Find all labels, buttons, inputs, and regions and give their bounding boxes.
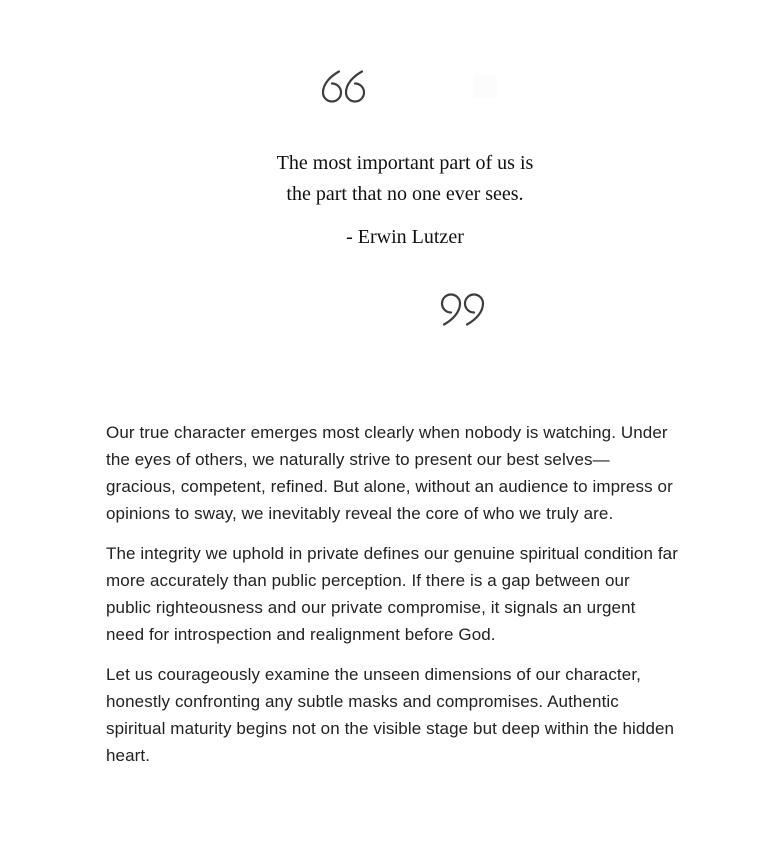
article-body: [106, 419, 678, 782]
quote-text-block: [0, 148, 768, 253]
close-double-quote-icon: [439, 293, 487, 327]
quote-line-2: the part that no one ever sees.: [286, 183, 524, 205]
quote-line-1: The most important part of us is: [276, 152, 534, 174]
article-paragraph-1: Our true character emerges most clearly when nobody is watching. Under the eyes of others, we naturally strive to present our best selves—gracious, competent, refined. But alone, without an audience to impress or opinions to sway, we inevitably reveal the core of who we truly are.: [106, 423, 673, 523]
quote-attribution: - Erwin Lutzer: [346, 226, 464, 248]
ghost-image-placeholder: [473, 75, 497, 98]
article-paragraph-3: Let us courageously examine the unseen dimensions of our character, honestly confronting any subtle masks and compromises. Authentic spiritual maturity begins not on the visible stage but deep within the hidden heart.: [106, 665, 675, 765]
open-double-quote-icon: [320, 69, 366, 103]
article-paragraph-2: The integrity we uphold in private defines our genuine spiritual condition far more accurately than public perception. If there is a gap between our public righteousness and our private compromise, it signals an urgent need for introspection and realignment before God.: [106, 544, 678, 644]
